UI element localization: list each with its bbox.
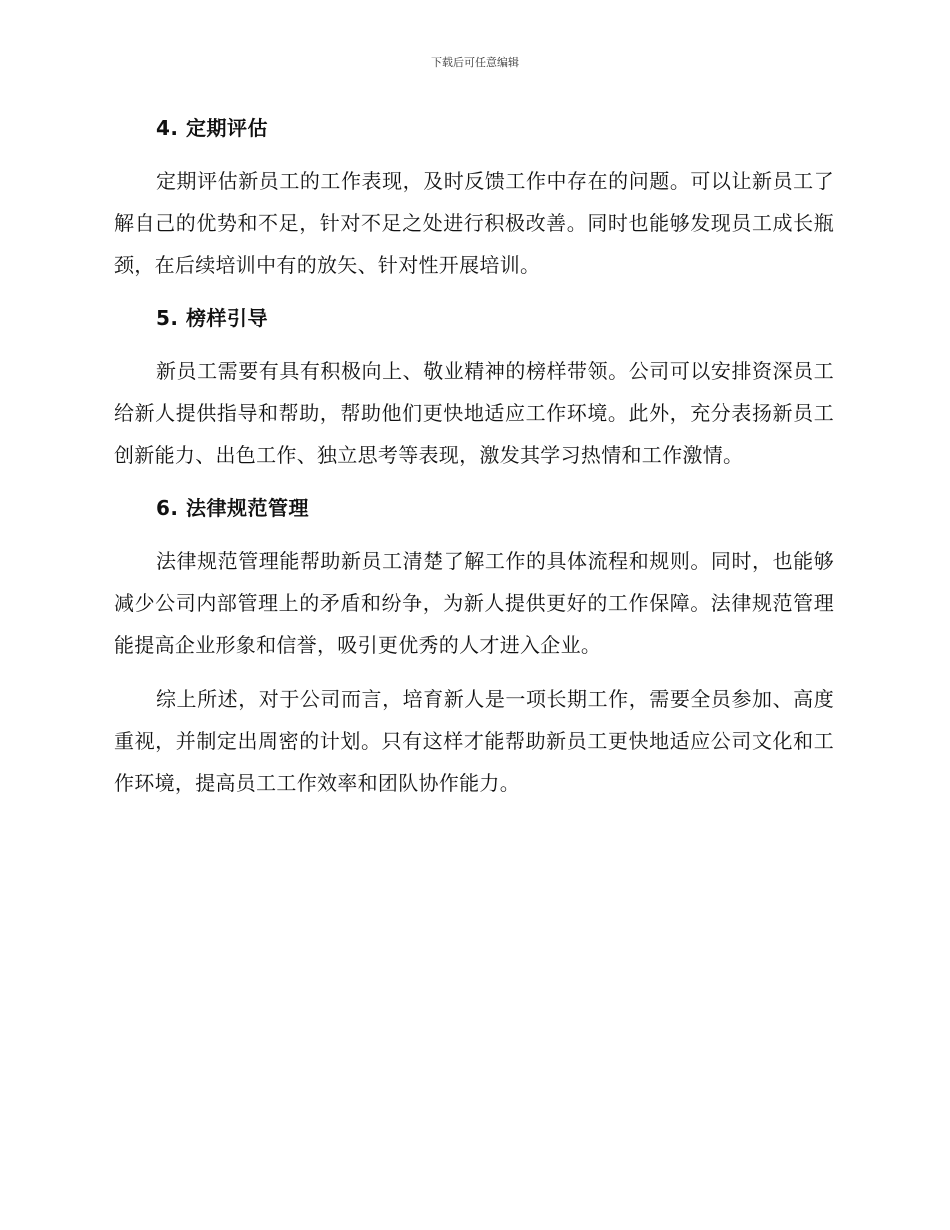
section-paragraph-legal-management: 法律规范管理能帮助新员工清楚了解工作的具体流程和规则。同时，也能够减少公司内部管理上的矛盾和纷争，为新人提供更好的工作保障。法律规范管理能提高企业形象和信誉，吸引更优秀的人才进入企业。 [114,549,834,657]
page-header: 下载后可任意编辑 [431,56,519,69]
section-heading-role-model: 5. 榜样引导 [156,306,268,330]
section-heading-periodic-evaluation: 4. 定期评估 [156,116,268,140]
section-paragraph-periodic-evaluation: 定期评估新员工的工作表现，及时反馈工作中存在的问题。可以让新员工了解自己的优势和不足，针对不足之处进行积极改善。同时也能够发现员工成长瓶颈，在后续培训中有的放矢、针对性开展培训。 [114,169,834,277]
section-heading-legal-management: 6. 法律规范管理 [156,496,309,520]
section-paragraph-role-model: 新员工需要有具有积极向上、敬业精神的榜样带领。公司可以安排资深员工给新人提供指导和帮助，帮助他们更快地适应工作环境。此外，充分表扬新员工创新能力、出色工作、独立思考等表现，激发其学习热情和工作激情。 [114,359,834,467]
document-body [114,108,834,804]
conclusion-paragraph: 综上所述，对于公司而言，培育新人是一项长期工作，需要全员参加、高度重视，并制定出周密的计划。只有这样才能帮助新员工更快地适应公司文化和工作环境，提高员工工作效率和团队协作能力。 [114,687,834,795]
